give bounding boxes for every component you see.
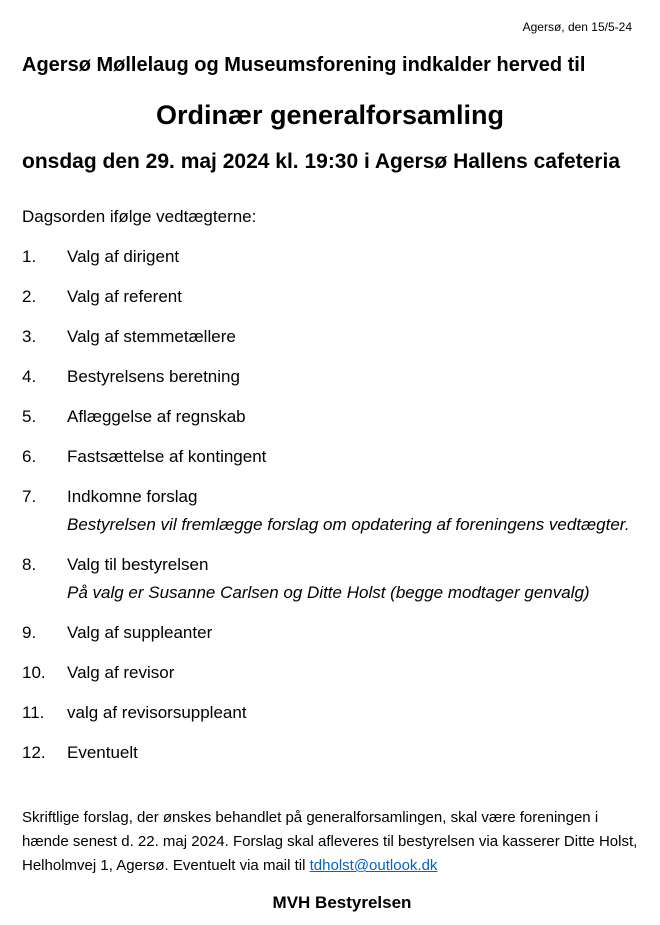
- agenda-intro: Dagsorden ifølge vedtægterne:: [22, 207, 257, 226]
- agenda-item-text: Valg til bestyrelsen: [67, 555, 209, 574]
- agenda-item: [22, 619, 642, 647]
- agenda-item-text: Valg af dirigent: [67, 247, 180, 266]
- agenda-item-text: Aflæggelse af regnskab: [67, 407, 246, 426]
- agenda-item-number: 12.: [22, 743, 46, 762]
- agenda-item-text: Valg af referent: [67, 287, 182, 306]
- agenda-item: [22, 699, 642, 727]
- agenda-item: [22, 659, 642, 687]
- agenda-item-number: 4.: [22, 367, 37, 386]
- agenda-item-text: Valg af suppleanter: [67, 623, 213, 642]
- agenda-item-text: Indkomne forslag: [67, 487, 198, 506]
- agenda-item: [22, 443, 642, 471]
- agenda-list: [22, 243, 642, 779]
- agenda-item-number: 3.: [22, 327, 37, 346]
- agenda-item-text: Valg af revisor: [67, 663, 175, 682]
- agenda-item-number: 1.: [22, 247, 37, 266]
- agenda-item-text: Bestyrelsens beretning: [67, 367, 240, 386]
- agenda-item: [22, 551, 642, 607]
- agenda-item-text: valg af revisorsuppleant: [67, 703, 247, 722]
- date-line: Agersø, den 15/5-24: [522, 20, 632, 34]
- footer-paragraph: [22, 806, 642, 878]
- agenda-item-number: 9.: [22, 623, 37, 642]
- agenda-item: [22, 403, 642, 431]
- document-title: Ordinær generalforsamling: [155, 100, 505, 130]
- agenda-item: [22, 323, 642, 351]
- agenda-item-text: Eventuelt: [67, 743, 138, 762]
- agenda-item-text: Fastsættelse af kontingent: [67, 447, 267, 466]
- agenda-item-number: 10.: [22, 663, 46, 682]
- agenda-item-note: Bestyrelsen vil fremlægge forslag om opdatering af foreningens vedtægter.: [67, 515, 630, 534]
- agenda-item: [22, 283, 642, 311]
- agenda-item: [22, 243, 642, 271]
- agenda-item: [22, 739, 642, 767]
- agenda-item-number: 7.: [22, 487, 37, 506]
- agenda-item-number: 8.: [22, 555, 37, 574]
- signature: MVH Bestyrelsen: [272, 893, 412, 912]
- agenda-item-number: 6.: [22, 447, 37, 466]
- agenda-item-text: Valg af stemmetællere: [67, 327, 236, 346]
- organization-line: Agersø Møllelaug og Museumsforening indkalder herved til: [22, 54, 586, 76]
- agenda-item-number: 2.: [22, 287, 37, 306]
- agenda-item-number: 11.: [22, 703, 45, 722]
- agenda-item-number: 5.: [22, 407, 37, 426]
- footer-text: Skriftlige forslag, der ønskes behandlet på generalforsamlingen, skal være foreningen i hænde senest d. 22. maj 2024. Forslag skal afleveres til bestyrelsen via kasserer Ditte Holst, Helholmvej 1, Agersø. Eventuelt via mail til: [22, 809, 638, 874]
- agenda-item: [22, 363, 642, 391]
- email-link[interactable]: tdholst@outlook.dk: [309, 857, 438, 874]
- agenda-item: [22, 483, 642, 539]
- meeting-line: onsdag den 29. maj 2024 kl. 19:30 i Agersø Hallens cafeteria: [22, 150, 620, 173]
- agenda-item-note: På valg er Susanne Carlsen og Ditte Holst (begge modtager genvalg): [67, 583, 590, 602]
